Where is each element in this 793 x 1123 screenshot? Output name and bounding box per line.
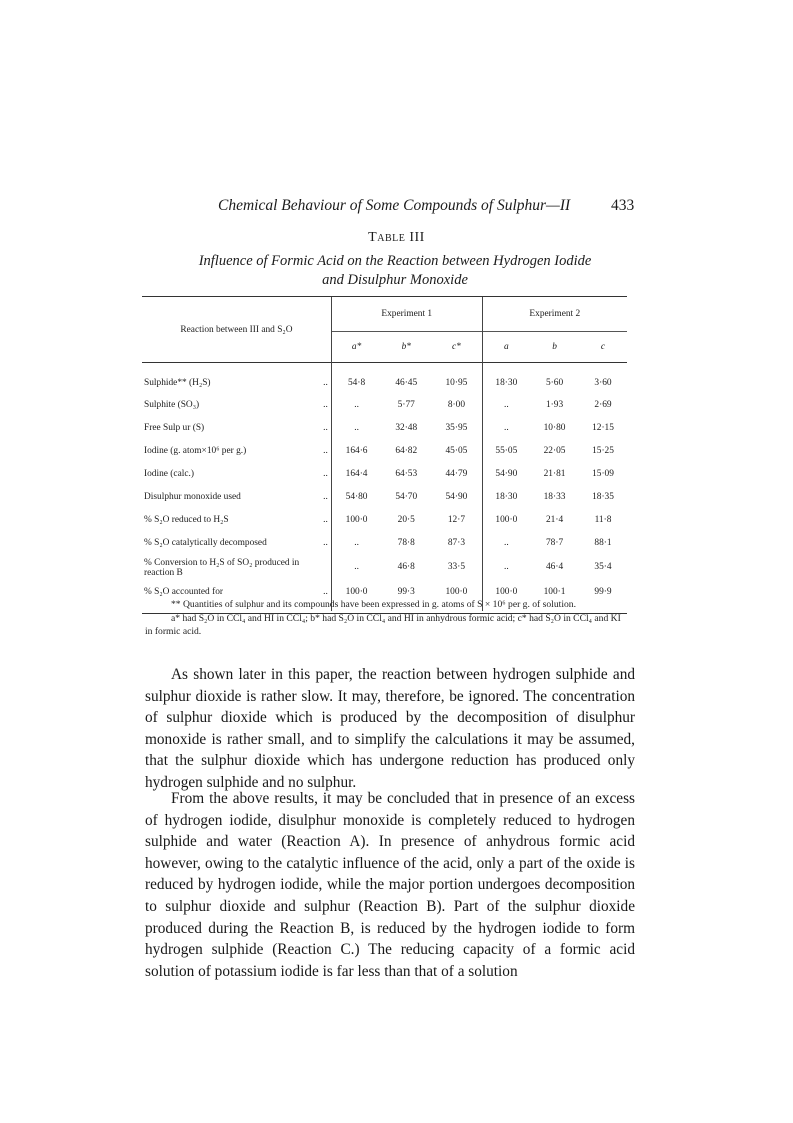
table-cell: 99·9 <box>594 586 612 597</box>
sub-header: b <box>530 332 579 363</box>
table-cell: 100·0 <box>495 586 518 597</box>
leader-dots: .. <box>323 586 328 597</box>
table-cell: 64·53 <box>395 468 418 479</box>
row-label: Free Sulp ur (S) .. <box>142 416 331 439</box>
page-header <box>0 197 793 219</box>
table-cell: 11·8 <box>594 514 612 525</box>
table-cell: 87·3 <box>431 531 482 554</box>
table-cell: 8·00 <box>431 393 482 416</box>
row-label: % S₂O reduced to H₂S .. <box>142 508 331 531</box>
table-cell: 35·95 <box>431 416 482 439</box>
table-cell: 100·0 <box>345 514 368 525</box>
table-row <box>142 508 627 531</box>
table-row <box>142 531 627 554</box>
table-cell: 99·3 <box>397 586 415 597</box>
table-row <box>142 363 627 394</box>
table-row <box>142 462 627 485</box>
table-cell: 22·05 <box>543 445 566 456</box>
sub-header: c* <box>431 332 482 363</box>
table-cell: 35·4 <box>594 562 612 572</box>
table-cell: 21·81 <box>543 468 566 479</box>
body-paragraph-2 <box>145 788 635 982</box>
table-cell: 54·90 <box>431 485 482 508</box>
table-cell: 45·05 <box>431 439 482 462</box>
table-cell: 100·0 <box>495 514 518 525</box>
table-cell: 15·09 <box>592 468 614 479</box>
table-cell: 18·30 <box>495 378 518 388</box>
table-cell: .. <box>504 399 509 410</box>
leader-dots: .. <box>323 537 328 548</box>
leader-dots: .. <box>323 422 328 433</box>
table-cell: 100·0 <box>345 586 368 597</box>
table-cell: .. <box>504 562 509 572</box>
row-label: Iodine (g. atom×10⁶ per g.) .. <box>142 439 331 462</box>
corner-header: Reaction between III and S₂O <box>142 297 331 363</box>
leader-dots: .. <box>323 378 328 388</box>
table-cell: 55·05 <box>495 445 518 456</box>
table-cell: .. <box>354 562 359 572</box>
table-cell: 10·80 <box>543 422 566 433</box>
table-cell: 33·5 <box>431 554 482 580</box>
table-cell: 46·4 <box>545 562 564 572</box>
sub-header: c <box>579 332 627 363</box>
sub-header: a <box>482 332 530 363</box>
data-table <box>142 297 627 611</box>
table-cell: 12·7 <box>431 508 482 531</box>
table-row <box>142 393 627 416</box>
table-caption-line-2: and Disulphur Monoxide <box>322 272 468 288</box>
table-cell: 18·35 <box>592 491 614 502</box>
table-caption <box>140 252 650 290</box>
table-cell: 20·5 <box>397 514 415 525</box>
table-row <box>142 416 627 439</box>
leader-dots: .. <box>323 514 328 525</box>
table-cell: 3·60 <box>594 378 612 388</box>
table-caption-line-1: Influence of Formic Acid on the Reaction between Hydrogen Iodide <box>198 253 592 269</box>
table-cell: 164·6 <box>345 445 368 456</box>
table-cell: 5·77 <box>397 399 415 410</box>
row-label: Disulphur monoxide used .. <box>142 485 331 508</box>
table-cell: 10·95 <box>431 363 482 394</box>
table-cell: .. <box>354 422 359 433</box>
table-cell: .. <box>504 537 509 548</box>
table-label: Table III <box>368 230 425 245</box>
footnote-units: ** Quantities of sulphur and its compounds have been expressed in g. atoms of S × 10⁶ per g. of solution. <box>171 599 576 610</box>
row-label: % S₂O accounted for .. <box>142 580 331 611</box>
table-cell: 46·45 <box>395 378 418 388</box>
table-cell: 54·70 <box>395 491 418 502</box>
paragraph-text: As shown later in this paper, the reaction between hydrogen sulphide and sulphur dioxide is rather slow. It may, therefore, be ignored. The concentration of sulphur dioxide which is produced by the decomposition of disulphur monoxide is rather small, and to simplify the calculations it may be assumed, that the sulphur dioxide which has undergone reduction has produced only hydrogen sulphide and no sulphur. <box>145 666 635 791</box>
data-table-container <box>142 296 627 614</box>
experiment-2-header: Experiment 2 <box>529 309 581 319</box>
leader-dots: .. <box>323 468 328 479</box>
table-cell: 164·4 <box>345 468 368 479</box>
table-cell: .. <box>354 537 359 548</box>
table-cell: .. <box>354 399 359 410</box>
table-row <box>142 554 627 580</box>
running-title: Chemical Behaviour of Some Compounds of Sulphur—II <box>218 197 571 214</box>
table-cell: 18·33 <box>543 491 566 502</box>
table-cell: 54·8 <box>347 378 366 388</box>
table-cell: 54·90 <box>495 468 518 479</box>
row-label: Iodine (calc.) .. <box>142 462 331 485</box>
table-cell: 64·82 <box>395 445 418 456</box>
table-footnotes <box>145 598 630 639</box>
table-cell: 15·25 <box>592 445 614 456</box>
table-cell: .. <box>504 422 509 433</box>
table-cell: 54·80 <box>345 491 368 502</box>
leader-dots: .. <box>323 445 328 456</box>
table-body <box>142 363 627 612</box>
table-cell: 5·60 <box>545 378 564 388</box>
table-cell: 78·8 <box>397 537 415 548</box>
leader-dots: .. <box>323 491 328 502</box>
table-cell: 78·7 <box>545 537 564 548</box>
table-cell: 18·30 <box>495 491 518 502</box>
body-paragraph-1 <box>145 664 635 794</box>
table-row <box>142 439 627 462</box>
sub-header: a* <box>331 332 381 363</box>
row-label: Sulphite (SO₃) .. <box>142 393 331 416</box>
table-cell: 12·15 <box>592 422 614 433</box>
table-cell: 100·0 <box>431 580 482 611</box>
row-label: % S₂O catalytically decomposed .. <box>142 531 331 554</box>
leader-dots: .. <box>323 399 328 410</box>
table-cell: 1·93 <box>545 399 564 410</box>
table-cell: 46·8 <box>397 562 415 572</box>
table-row <box>142 485 627 508</box>
footnote-conditions: a* had S₂O in CCl₄ and HI in CCl₄; b* had S₂O in CCl₄ and HI in anhydrous formic acid; c* had S₂O in CCl₄ and KI in formic acid. <box>145 612 621 637</box>
table-cell: 21·4 <box>545 514 564 525</box>
table-cell: 100·1 <box>543 586 566 597</box>
row-label: % Conversion to H₂S of SO₂ produced in reaction B <box>142 554 331 580</box>
row-label: Sulphide** (H₂S) .. <box>142 363 331 394</box>
experiment-1-header: Experiment 1 <box>331 297 482 332</box>
table-cell: 2·69 <box>594 399 612 410</box>
sub-header: b* <box>381 332 431 363</box>
table-cell: 44·79 <box>431 462 482 485</box>
table-cell: 32·48 <box>395 422 418 433</box>
table-cell: 88·1 <box>594 537 612 548</box>
page-number: 433 <box>611 197 635 214</box>
paragraph-text: From the above results, it may be concluded that in presence of an excess of hydrogen iodide, disulphur monoxide is completely reduced to hydrogen sulphide and water (Reaction A). In presence of anhydrous formic acid however, owing to the catalytic influence of the acid, only a part of the oxide is reduced by hydrogen iodide, while the major portion undergoes decomposition to sulphur dioxide and sulphur (Reaction B). Part of the sulphur dioxide produced during the Reaction B, is reduced by the hydrogen iodide to form hydrogen sulphide (Reaction C.) The reducing capacity of a formic acid solution of potassium iodide is far less than that of a solution <box>145 790 635 980</box>
